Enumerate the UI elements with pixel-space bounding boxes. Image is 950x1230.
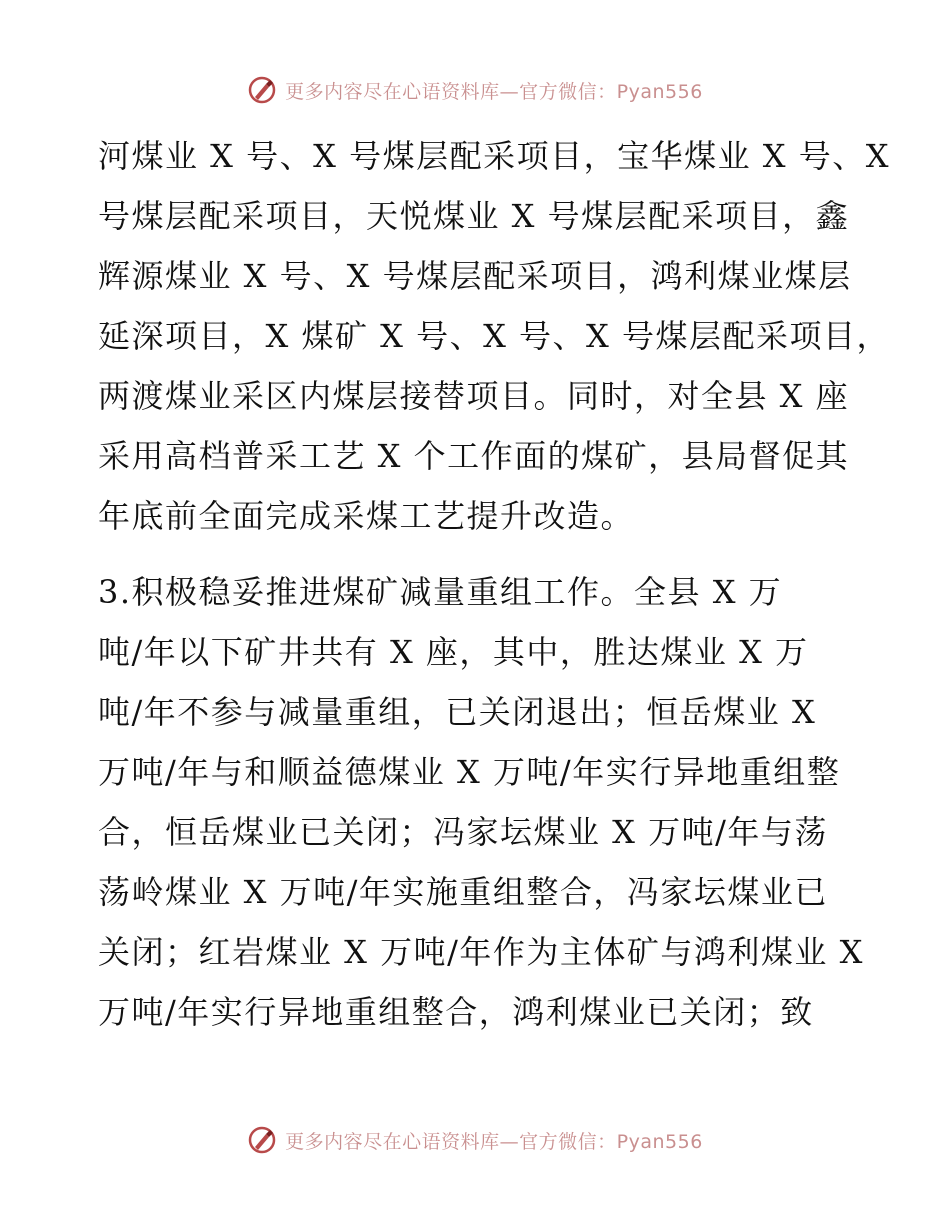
document-body: [98, 126, 890, 1042]
text-line: 延深项目，X 煤矿 X 号、X 号、X 号煤层配采项目，: [98, 317, 890, 355]
text-line: 万吨/年实行异地重组整合，鸿利煤业已关闭；致: [98, 993, 814, 1031]
text-line: 年底前全面完成采煤工艺提升改造。: [98, 497, 635, 535]
text-line: 采用高档普采工艺 X 个工作面的煤矿，县局督促其: [98, 437, 850, 475]
pen-logo-icon: [247, 1125, 277, 1155]
pen-logo-icon: [247, 75, 277, 105]
text-line: 号煤层配采项目，天悦煤业 X 号煤层配采项目，鑫: [98, 197, 850, 235]
text-line: 河煤业 X 号、X 号煤层配采项目，宝华煤业 X 号、X: [98, 137, 890, 175]
text-line: 荡岭煤业 X 万吨/年实施重组整合，冯家坛煤业已: [98, 873, 828, 911]
text-line: 合，恒岳煤业已关闭；冯家坛煤业 X 万吨/年与荡: [98, 813, 828, 851]
footer-watermark: [0, 1120, 950, 1160]
paragraph-1: [98, 126, 890, 546]
text-line: 吨/年以下矿井共有 X 座，其中，胜达煤业 X 万: [98, 633, 809, 671]
watermark-text: 更多内容尽在心语资料库—官方微信：Pyan556: [285, 1130, 703, 1153]
text-line: 两渡煤业采区内煤层接替项目。同时，对全县 X 座: [98, 377, 850, 415]
paragraph-spacer: [98, 546, 858, 562]
header-watermark: [0, 70, 950, 110]
text-line: 3.积极稳妥推进煤矿减量重组工作。全县 X 万: [98, 573, 783, 611]
text-line: 万吨/年与和顺益德煤业 X 万吨/年实行异地重组整: [98, 753, 841, 791]
text-line: 辉源煤业 X 号、X 号煤层配采项目，鸿利煤业煤层: [98, 257, 852, 295]
text-line: 关闭；红岩煤业 X 万吨/年作为主体矿与鸿利煤业 X: [98, 933, 864, 971]
text-line: 吨/年不参与减量重组，已关闭退出；恒岳煤业 X: [98, 693, 817, 731]
paragraph-2: [98, 562, 864, 1042]
watermark-text: 更多内容尽在心语资料库—官方微信：Pyan556: [285, 80, 703, 103]
